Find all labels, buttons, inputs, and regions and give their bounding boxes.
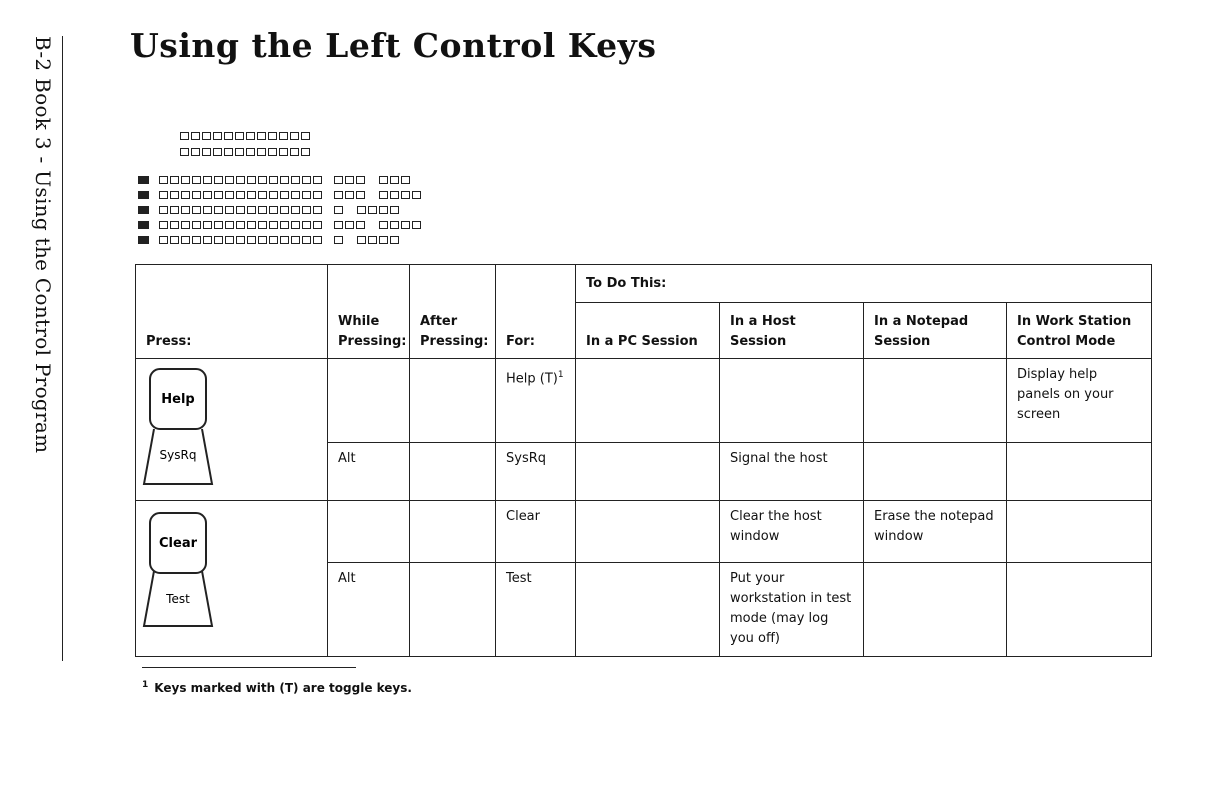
key-cap — [191, 132, 200, 140]
key-cell-clear — [136, 501, 328, 657]
key-cap — [247, 236, 256, 244]
page-title: Using the Left Control Keys — [130, 26, 657, 65]
key-cap — [159, 236, 168, 244]
cell-workstation: Display help panels on your screen — [1007, 359, 1152, 443]
key-cap — [236, 206, 245, 214]
key-cap — [302, 176, 311, 184]
key-cap — [246, 132, 255, 140]
key-cap — [379, 191, 388, 199]
keyboard-row — [138, 206, 399, 218]
key-cap — [159, 206, 168, 214]
key-cap — [313, 206, 322, 214]
key-cap — [138, 236, 149, 244]
col-host: In a Host Session — [720, 303, 864, 359]
key-cap — [280, 221, 289, 229]
cell-pc — [576, 501, 720, 563]
key-cap — [280, 236, 289, 244]
cell-while — [328, 501, 410, 563]
key-cap — [181, 176, 190, 184]
cell-for — [496, 359, 576, 443]
key-cap — [214, 236, 223, 244]
key-cap — [412, 191, 421, 199]
key-cap — [181, 236, 190, 244]
key-cap — [236, 191, 245, 199]
key-cap — [401, 221, 410, 229]
cell-host: Signal the host — [720, 443, 864, 501]
key-cap — [357, 206, 366, 214]
key-cap — [334, 236, 343, 244]
cell-notepad — [864, 563, 1007, 657]
key-cap — [269, 206, 278, 214]
key-cap — [291, 236, 300, 244]
key-cap — [159, 176, 168, 184]
side-rule — [62, 36, 63, 661]
key-cap — [181, 206, 190, 214]
cell-host — [720, 359, 864, 443]
key-cap — [203, 206, 212, 214]
key-cap — [138, 176, 149, 184]
key-cap — [268, 132, 277, 140]
key-cap — [334, 206, 343, 214]
keyboard-row — [180, 132, 310, 144]
cell-for-sup: 1 — [557, 370, 564, 380]
key-cap — [247, 176, 256, 184]
key-cap — [202, 132, 211, 140]
key-cap — [257, 132, 266, 140]
key-cap — [379, 176, 388, 184]
key-cap — [180, 148, 189, 156]
key-cap — [138, 191, 149, 199]
cell-pc — [576, 359, 720, 443]
col-notepad: In a Notepad Session — [864, 303, 1007, 359]
key-cap — [390, 236, 399, 244]
key-cap — [225, 206, 234, 214]
key-cap — [213, 132, 222, 140]
header-group: To Do This: — [576, 265, 1152, 303]
cell-for: SysRq — [496, 443, 576, 501]
key-help-label: Help — [161, 392, 195, 407]
key-cell-help — [136, 359, 328, 501]
cell-for: Test — [496, 563, 576, 657]
key-cap — [214, 221, 223, 229]
key-cap — [302, 191, 311, 199]
key-cap — [301, 148, 310, 156]
key-cap — [269, 236, 278, 244]
key-cap — [291, 191, 300, 199]
key-cap — [258, 206, 267, 214]
key-cap — [412, 221, 421, 229]
key-cap — [159, 191, 168, 199]
key-cap — [258, 176, 267, 184]
key-cap — [192, 236, 201, 244]
key-cap — [290, 148, 299, 156]
cell-after — [410, 443, 496, 501]
key-cap — [313, 236, 322, 244]
key-cap — [390, 206, 399, 214]
key-cap — [290, 132, 299, 140]
key-cap — [192, 176, 201, 184]
key-cap — [214, 176, 223, 184]
key-cap — [356, 176, 365, 184]
cell-after — [410, 563, 496, 657]
col-after: After Pressing: — [410, 265, 496, 359]
key-cap — [170, 221, 179, 229]
key-cap — [258, 236, 267, 244]
key-cap — [203, 191, 212, 199]
key-cap — [368, 206, 377, 214]
col-pc: In a PC Session — [576, 303, 720, 359]
key-cap — [225, 191, 234, 199]
key-cap — [280, 206, 289, 214]
cell-workstation — [1007, 563, 1152, 657]
key-cap — [268, 148, 277, 156]
cell-while: Alt — [328, 563, 410, 657]
key-cap — [356, 221, 365, 229]
cell-notepad — [864, 443, 1007, 501]
key-cap — [390, 191, 399, 199]
cell-after — [410, 501, 496, 563]
key-cap — [192, 191, 201, 199]
key-cap — [334, 191, 343, 199]
key-cap — [181, 191, 190, 199]
key-cap — [258, 221, 267, 229]
key-cap — [138, 206, 149, 214]
cell-for: Clear — [496, 501, 576, 563]
key-cap — [225, 176, 234, 184]
cell-after — [410, 359, 496, 443]
key-cap — [345, 221, 354, 229]
key-cap — [401, 176, 410, 184]
key-cap — [302, 236, 311, 244]
cell-pc — [576, 563, 720, 657]
key-cap — [180, 132, 189, 140]
col-workstation: In Work Station Control Mode — [1007, 303, 1152, 359]
key-cap — [170, 236, 179, 244]
key-cap — [235, 148, 244, 156]
key-cap — [280, 176, 289, 184]
key-test-label: Test — [166, 592, 190, 606]
key-cap — [203, 176, 212, 184]
keyboard-row — [138, 176, 410, 188]
key-cap — [345, 176, 354, 184]
key-cap — [170, 191, 179, 199]
key-cap — [247, 191, 256, 199]
key-cap — [192, 206, 201, 214]
key-cap — [236, 236, 245, 244]
control-keys-table — [135, 264, 1152, 657]
cell-workstation — [1007, 443, 1152, 501]
cell-notepad — [864, 359, 1007, 443]
key-cap — [269, 176, 278, 184]
key-cap — [269, 191, 278, 199]
key-cap — [213, 148, 222, 156]
key-cap — [379, 221, 388, 229]
key-cap — [313, 191, 322, 199]
key-cap — [225, 221, 234, 229]
keyboard-row — [138, 221, 421, 233]
key-cap — [224, 148, 233, 156]
keyboard-row — [138, 236, 399, 248]
key-cap — [224, 132, 233, 140]
key-cap — [302, 221, 311, 229]
key-cap — [191, 148, 200, 156]
key-cap — [236, 221, 245, 229]
cell-workstation — [1007, 501, 1152, 563]
key-cap — [291, 221, 300, 229]
key-cap — [257, 148, 266, 156]
key-cap — [159, 221, 168, 229]
key-sysrq-label: SysRq — [159, 448, 197, 462]
table-row — [136, 359, 1152, 443]
keyboard-diagram — [138, 132, 448, 246]
key-cap — [203, 236, 212, 244]
key-clear-label: Clear — [159, 536, 197, 551]
side-header-text: B-2 Book 3 - Using the Control Program — [31, 36, 55, 454]
footnote-marker: 1 — [142, 680, 149, 690]
help-sysrq-key-icon — [136, 359, 326, 499]
key-cap — [291, 206, 300, 214]
key-cap — [390, 176, 399, 184]
key-cap — [246, 148, 255, 156]
key-cap — [280, 191, 289, 199]
key-cap — [291, 176, 300, 184]
col-press: Press: — [136, 265, 328, 359]
key-cap — [170, 206, 179, 214]
key-cap — [138, 221, 149, 229]
cell-while — [328, 359, 410, 443]
key-cap — [379, 236, 388, 244]
key-cap — [203, 221, 212, 229]
side-header — [28, 36, 58, 676]
key-cap — [313, 221, 322, 229]
col-while: While Pressing: — [328, 265, 410, 359]
key-cap — [301, 132, 310, 140]
cell-for-text: Help (T) — [506, 371, 558, 387]
cell-while: Alt — [328, 443, 410, 501]
key-cap — [235, 132, 244, 140]
key-cap — [401, 191, 410, 199]
footnote-rule — [142, 667, 356, 668]
key-cap — [357, 236, 366, 244]
key-cap — [236, 176, 245, 184]
key-cap — [302, 206, 311, 214]
table-row — [136, 501, 1152, 563]
key-cap — [390, 221, 399, 229]
key-cap — [334, 221, 343, 229]
footnote — [142, 680, 412, 695]
key-cap — [368, 236, 377, 244]
keyboard-row — [138, 191, 421, 203]
cell-host: Put your workstation in test mode (may log you off) — [720, 563, 864, 657]
key-cap — [202, 148, 211, 156]
key-cap — [279, 148, 288, 156]
key-cap — [345, 191, 354, 199]
key-cap — [181, 221, 190, 229]
key-cap — [258, 191, 267, 199]
key-cap — [247, 221, 256, 229]
col-for: For: — [496, 265, 576, 359]
key-cap — [356, 191, 365, 199]
key-cap — [214, 206, 223, 214]
key-cap — [214, 191, 223, 199]
key-cap — [313, 176, 322, 184]
cell-notepad: Erase the notepad window — [864, 501, 1007, 563]
clear-test-key-icon — [136, 501, 326, 651]
key-cap — [170, 176, 179, 184]
key-cap — [225, 236, 234, 244]
footnote-text: Keys marked with (T) are toggle keys. — [154, 681, 412, 695]
key-cap — [334, 176, 343, 184]
cell-pc — [576, 443, 720, 501]
cell-host: Clear the host window — [720, 501, 864, 563]
key-cap — [379, 206, 388, 214]
key-cap — [247, 206, 256, 214]
key-cap — [269, 221, 278, 229]
keyboard-row — [180, 148, 310, 160]
key-cap — [192, 221, 201, 229]
key-cap — [279, 132, 288, 140]
